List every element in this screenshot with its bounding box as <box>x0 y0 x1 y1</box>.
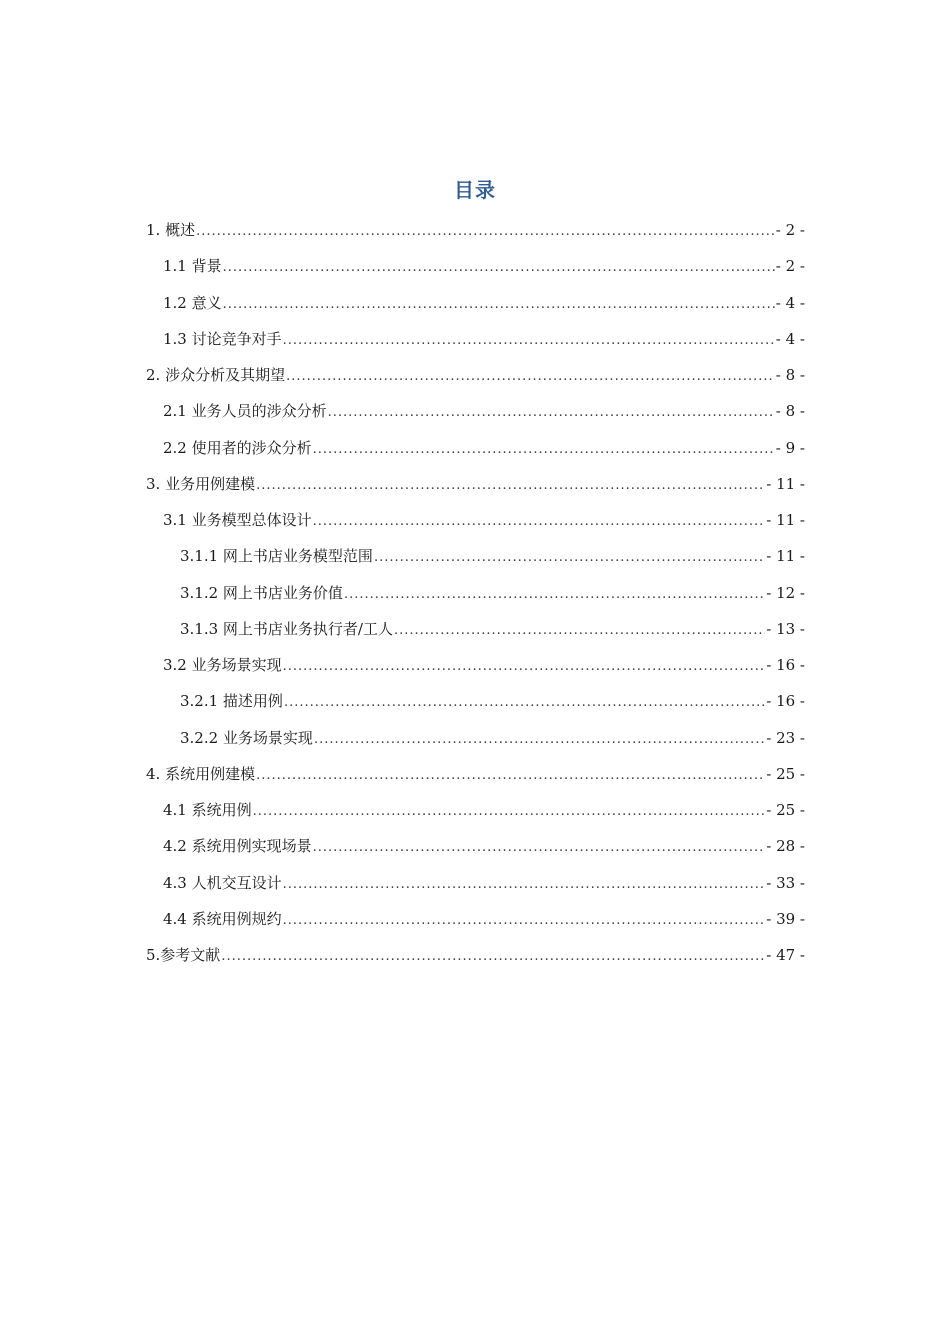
toc-entry-label: 4.4 系统用例规约 <box>163 909 282 928</box>
toc-entry[interactable] <box>0 321 805 357</box>
toc-entry-page-number: - 39 - <box>766 909 805 928</box>
toc-entry-page-number: - 33 - <box>766 873 805 892</box>
toc-entry[interactable] <box>0 865 805 901</box>
toc-entry-label: 2. 涉众分析及其期望 <box>146 366 286 384</box>
toc-entry[interactable] <box>0 611 805 647</box>
toc-entry-page-number: - 13 - <box>766 619 805 638</box>
toc-entry-label: 1.1 背景 <box>163 257 222 276</box>
toc-dot-leader <box>283 323 775 359</box>
toc-dot-leader <box>223 287 775 323</box>
toc-entry-page-number: - 4 - <box>775 293 805 312</box>
toc-dot-leader <box>253 794 766 830</box>
toc-entry[interactable] <box>0 901 805 937</box>
toc-entry-page-number: - 28 - <box>766 837 805 856</box>
toc-dot-leader <box>283 649 766 685</box>
toc-entry-page-number: - 12 - <box>766 583 805 602</box>
toc-entry[interactable] <box>0 248 805 284</box>
toc-entry[interactable] <box>0 357 805 393</box>
toc-entry[interactable] <box>0 212 805 248</box>
toc-entry[interactable] <box>0 430 805 466</box>
toc-entry[interactable] <box>0 792 805 828</box>
toc-dot-leader <box>221 939 765 975</box>
toc-dot-leader <box>283 867 766 903</box>
toc-entry-label: 1.3 讨论竞争对手 <box>163 329 282 348</box>
toc-entry[interactable] <box>0 393 805 429</box>
toc-entry-label: 3.1.1 网上书店业务模型范围 <box>180 547 373 566</box>
toc-dot-leader <box>283 903 766 939</box>
toc-title: 目录 <box>454 178 496 202</box>
toc-entry-page-number: - 16 - <box>766 656 805 674</box>
toc-dot-leader <box>313 432 775 468</box>
toc-entry-page-number: - 16 - <box>766 692 805 711</box>
toc-entry-label: 3.2.1 描述用例 <box>180 692 283 711</box>
toc-entry-page-number: - 4 - <box>775 329 805 348</box>
toc-entry[interactable] <box>0 647 805 683</box>
toc-dot-leader <box>256 468 765 504</box>
toc-entry-label: 2.2 使用者的涉众分析 <box>163 438 312 457</box>
toc-entry-label: 1.2 意义 <box>163 293 222 312</box>
toc-entry[interactable] <box>0 575 805 611</box>
toc-entry-page-number: - 25 - <box>766 801 805 819</box>
toc-entry-label: 5.参考文献 <box>146 946 221 964</box>
table-of-contents <box>0 212 950 973</box>
toc-dot-leader <box>223 250 775 286</box>
toc-entry[interactable] <box>0 538 805 574</box>
toc-entry-page-number: - 25 - <box>766 764 805 783</box>
toc-entry-label: 4. 系统用例建模 <box>146 764 256 783</box>
toc-entry-label: 3.1 业务模型总体设计 <box>163 511 312 529</box>
toc-entry[interactable] <box>0 285 805 321</box>
toc-entry-page-number: - 23 - <box>766 728 805 747</box>
toc-entry[interactable] <box>0 502 805 538</box>
toc-entry-page-number: - 8 - <box>775 366 805 384</box>
toc-entry-page-number: - 11 - <box>766 474 805 493</box>
toc-entry[interactable] <box>0 756 805 792</box>
toc-dot-leader <box>328 395 775 431</box>
toc-entry-label: 3.2 业务场景实现 <box>163 656 282 674</box>
toc-entry-page-number: - 2 - <box>775 221 805 239</box>
toc-entry[interactable] <box>0 466 805 502</box>
toc-entry-label: 3.2.2 业务场景实现 <box>180 728 313 747</box>
toc-entry-label: 3.1.2 网上书店业务价值 <box>180 583 343 602</box>
toc-dot-leader <box>196 214 775 250</box>
toc-dot-leader <box>374 540 765 576</box>
toc-dot-leader <box>313 504 766 540</box>
toc-entry-label: 4.3 人机交互设计 <box>163 873 282 892</box>
toc-entry-page-number: - 9 - <box>775 438 805 457</box>
toc-entry-page-number: - 8 - <box>775 402 805 421</box>
toc-entry[interactable] <box>0 937 805 973</box>
toc-dot-leader <box>284 685 765 721</box>
toc-entry-page-number: - 11 - <box>766 511 805 529</box>
toc-entry[interactable] <box>0 720 805 756</box>
toc-entry-page-number: - 47 - <box>766 946 805 964</box>
toc-entry-label: 3. 业务用例建模 <box>146 474 256 493</box>
toc-entry[interactable] <box>0 828 805 864</box>
toc-dot-leader <box>256 758 765 794</box>
toc-entry-label: 3.1.3 网上书店业务执行者/工人 <box>180 619 393 638</box>
toc-dot-leader <box>394 613 765 649</box>
toc-entry[interactable] <box>0 683 805 719</box>
toc-dot-leader <box>314 722 765 758</box>
toc-entry-page-number: - 2 - <box>775 257 805 276</box>
toc-dot-leader <box>344 577 765 613</box>
toc-entry-page-number: - 11 - <box>766 547 805 566</box>
toc-entry-label: 4.1 系统用例 <box>163 801 252 819</box>
toc-dot-leader <box>313 830 766 866</box>
toc-dot-leader <box>286 359 775 395</box>
toc-entry-label: 1. 概述 <box>146 221 196 239</box>
toc-entry-label: 2.1 业务人员的涉众分析 <box>163 402 327 421</box>
toc-entry-label: 4.2 系统用例实现场景 <box>163 837 312 856</box>
